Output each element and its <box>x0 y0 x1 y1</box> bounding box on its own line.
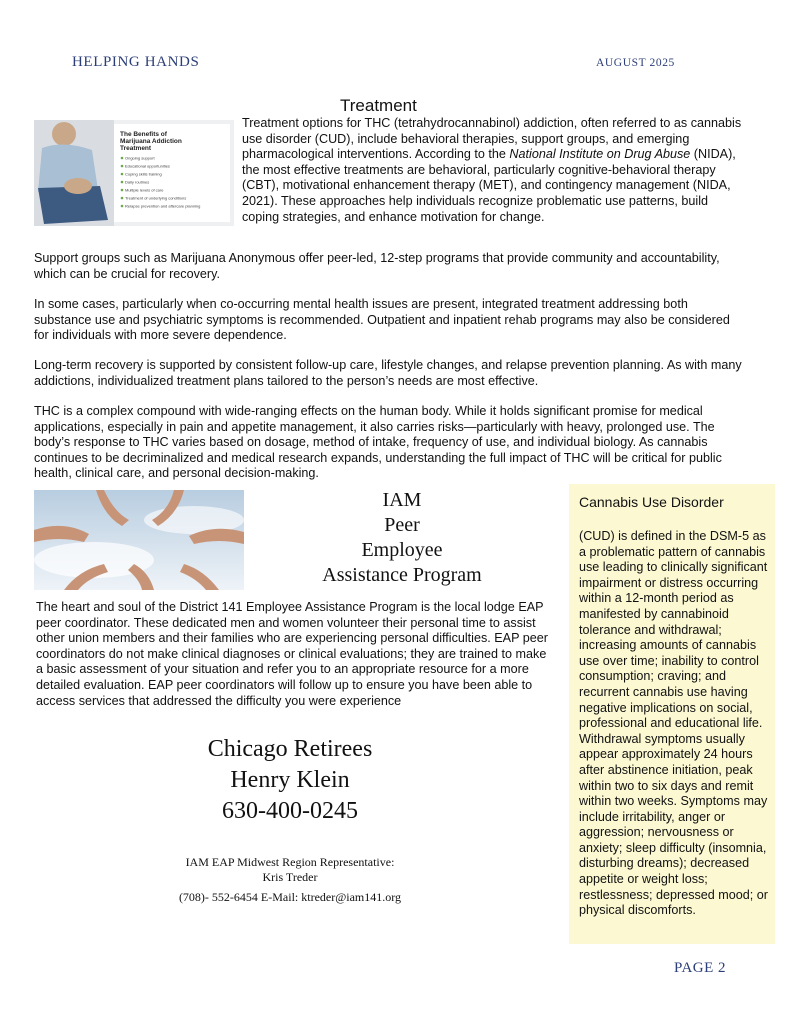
card-title-line1: The Benefits of <box>120 131 167 138</box>
chicago-retirees-contact <box>140 734 440 827</box>
treatment-benefits-image <box>34 120 234 226</box>
sidebar-title: Cannabis Use Disorder <box>579 494 724 510</box>
newsletter-title: HELPING HANDS <box>72 54 200 70</box>
eap-description: The heart and soul of the District 141 Employee Assistance Program is the local lodge EAP peer coordinator. These dedicated men and women volunteer their personal time to assist other union members and their families who are experiencing personal difficulties. EAP peer coordinators do not make clinical diagnoses or clinical evaluations; they are trained to make a basic assessment of your situation and refer you to an appropriate resource for a more detailed evaluation. EAP peer coordinators will follow up to ensure you have been able to access services that addressed the difficulty you were experience <box>36 600 548 708</box>
rep-name: Kris Treder <box>262 870 318 884</box>
rep-title: IAM EAP Midwest Region Representative: <box>185 855 395 869</box>
issue-date: AUGUST 2025 <box>596 57 675 69</box>
retirees-phone: 630-400-0245 <box>222 798 358 824</box>
retirees-heading: Chicago Retirees <box>207 736 373 762</box>
region-representative <box>120 855 460 905</box>
integrated-treatment-paragraph: In some cases, particularly when co-occurring mental health issues are present, integrated treatment addressing both substance use and psychiatric symptoms is recommended. Outpatient and inpatient rehab programs may also be considered for individuals with more severe dependence. <box>34 297 730 343</box>
card-item: Ongoing support <box>125 155 155 161</box>
hands-circle-image <box>34 490 244 590</box>
eap-program-title: IAM Peer Employee Assistance Program <box>322 489 482 586</box>
card-item: Relapse prevention and aftercare planning <box>125 203 201 209</box>
card-item: Treatment of underlying conditions <box>125 195 187 201</box>
rep-contact: (708)- 552-6454 E-Mail: ktreder@iam141.org <box>178 890 402 904</box>
support-groups-paragraph: Support groups such as Marijuana Anonymous offer peer-led, 12-step programs that provide community and accountability, which can be crucial for recovery. <box>34 251 720 281</box>
sidebar-body: (CUD) is defined in the DSM-5 as a problematic pattern of cannabis use leading to clinically significant impairment or distress occurring within a 12-month period as manifested by cannabinoid tolerance and withdrawal; increasing amounts of cannabis use over time; inability to control consumption; craving; and recurrent cannabis use having negative implications on social, professional and educational life. Withdrawal symptoms usually appear approximately 24 hours after abstinence initiation, peak within two to six days and remit within two weeks. Symptoms may include irritability, anger or aggression; nervousness or anxiety; sleep difficulty (insomnia, disturbing dreams); decreased appetite or weight loss; restlessness; depressed mood; or physical discomforts. <box>579 529 768 918</box>
nida-name: National Institute on Drug Abuse <box>509 147 691 162</box>
treatment-intro: Treatment options for THC (tetrahydrocannabinol) addiction, often referred to as cannabis use disorder (CUD), include behavioral therapies, support groups, and emerging pharmacological interventions. According to the National Institute on Drug Abuse (NIDA), the most effective treatments are behavioral, particularly cognitive-behavioral therapy (CBT), motivational enhancement therapy (MET), and contingency management (NIDA, 2021). These approaches help individuals recognize problematic use patterns, build coping strategies, and enhance motivation for change. <box>242 116 742 224</box>
page-number: PAGE 2 <box>674 960 727 976</box>
retirees-contact-name: Henry Klein <box>230 767 350 793</box>
long-term-recovery-paragraph: Long-term recovery is supported by consistent follow-up care, lifestyle changes, and relapse prevention planning. As with many addictions, individualized treatment plans tailored to the person’s needs are most effective. <box>34 358 742 388</box>
card-item: Daily routines <box>125 179 150 185</box>
card-title-line3: Treatment <box>120 145 152 152</box>
thc-summary-paragraph: THC is a complex compound with wide-ranging effects on the human body. While it holds significant promise for medical applications, especially in pain and appetite management, it also carries risks—particularly with heavy, prolonged use. The body’s response to THC varies based on dosage, method of intake, frequency of use, and individual biology. As cannabis continues to be decriminalized and medical research expands, understanding the full impact of THC will be critical for public health, clinical care, and personal decision-making. <box>34 404 722 481</box>
card-title-line2: Marijuana Addiction <box>120 138 182 145</box>
card-item: Multiple levels of care <box>125 187 164 193</box>
card-item: Coping skills training <box>125 171 162 177</box>
section-title: Treatment <box>340 96 417 115</box>
card-item: Educational opportunities <box>125 163 170 169</box>
